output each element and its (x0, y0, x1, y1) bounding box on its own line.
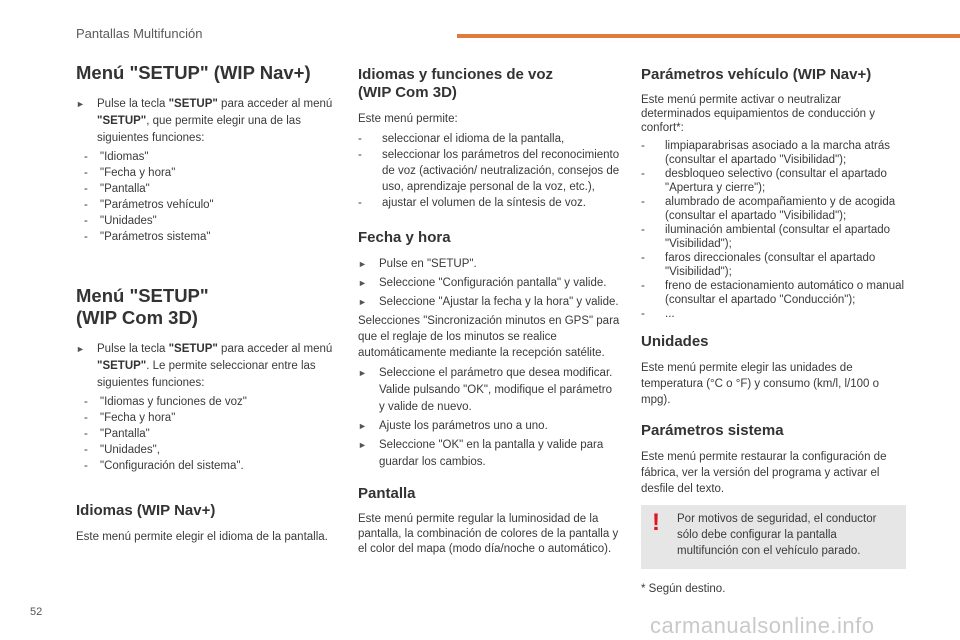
section-title: Unidades (641, 333, 709, 350)
bullet-arrow-icon: ► (358, 297, 367, 307)
section-text: Este menú permite elegir las unidades de temperatura (°C o °F) y consumo (km/l, l/100 o mpg). (641, 362, 879, 406)
bullet-arrow-icon: ► (76, 344, 85, 354)
section-title: Menú "SETUP" (WIP Nav+) (76, 62, 311, 83)
column-2 (358, 62, 620, 561)
list-item: - seleccionar el idioma de la pantalla, (358, 131, 620, 147)
section-setup-com3d (76, 285, 334, 474)
function-list (76, 149, 334, 245)
list-item: - "Fecha y hora" (76, 165, 334, 181)
step-bullet: ► Seleccione el parámetro que desea modificar. Valide pulsando "OK", modifique el parámetro y valide de nuevo. (358, 367, 613, 413)
step-bullet: ► Seleccione "OK" en la pantalla y valide para guardar los cambios. (358, 439, 604, 468)
bullet-arrow-icon: ► (358, 421, 367, 431)
section-title: Parámetros vehículo (WIP Nav+) (641, 66, 872, 83)
instruction-bullet: ► Pulse la tecla "SETUP" para acceder al menú "SETUP". Le permite seleccionar entre las siguientes funciones: (76, 343, 333, 389)
section-parametros-sistema (641, 422, 906, 497)
bullet-arrow-icon: ► (358, 278, 367, 288)
section-title: Fecha y hora (358, 229, 451, 246)
section-title: Menú "SETUP" (WIP Com 3D) (76, 285, 209, 328)
page-header-title: Pantallas Multifunción (76, 26, 203, 41)
equipment-list (641, 139, 906, 321)
list-item: - "Fecha y hora" (76, 410, 334, 426)
section-title: Pantalla (358, 485, 416, 502)
bullet-arrow-icon: ► (76, 99, 85, 109)
section-title: Idiomas (WIP Nav+) (76, 502, 216, 519)
header-rule (457, 34, 960, 38)
section-intro: Este menú permite: (358, 113, 458, 125)
bullet-arrow-icon: ► (358, 440, 367, 450)
section-text: Selecciones "Sincronización minutos en GPS" para que el reglaje de los minutos se realice automáticamente mediante la recepción satélite. (358, 315, 620, 359)
instruction-bullet: ► Pulse la tecla "SETUP" para acceder al menú "SETUP", que permite elegir una de las siguientes funciones: (76, 98, 333, 144)
section-intro: Este menú permite activar o neutralizar determinados equipamientos de conducción y confort*: (641, 94, 875, 134)
warning-text: Por motivos de seguridad, el conductor sólo debe configurar la pantalla multifunción con el vehículo parado. (677, 513, 877, 557)
bullet-arrow-icon: ► (358, 368, 367, 378)
safety-warning-box (641, 505, 906, 569)
list-item: - "Parámetros vehículo" (76, 197, 334, 213)
list-item: - "Parámetros sistema" (76, 229, 334, 245)
list-item: - freno de estacionamiento automático o manual (consultar el apartado "Conducción"); (641, 279, 906, 307)
list-item: - "Configuración del sistema". (76, 458, 334, 474)
function-list (76, 394, 334, 474)
section-title: Idiomas y funciones de voz (WIP Com 3D) (358, 66, 554, 101)
section-unidades (641, 333, 906, 408)
warning-exclamation-icon: ! (652, 509, 660, 536)
section-title: Parámetros sistema (641, 422, 784, 439)
footnote: * Según destino. (641, 583, 726, 595)
section-parametros-vehiculo (641, 66, 906, 321)
list-item: - ajustar el volumen de la síntesis de voz. (358, 195, 620, 211)
step-bullet: ► Seleccione "Ajustar la fecha y la hora" y valide. (358, 294, 620, 311)
step-bullet: ► Ajuste los parámetros uno a uno. (358, 418, 620, 435)
list-item: - faros direccionales (consultar el apartado "Visibilidad"); (641, 251, 906, 279)
list-item: - "Unidades", (76, 442, 334, 458)
list-item: - ... (641, 307, 906, 321)
column-1 (76, 62, 334, 549)
option-list (358, 131, 620, 211)
list-item: - "Idiomas" (76, 149, 334, 165)
section-setup-nav (76, 62, 334, 245)
list-item: - iluminación ambiental (consultar el apartado "Visibilidad"); (641, 223, 906, 251)
list-item: - "Pantalla" (76, 426, 334, 442)
step-bullet: ► Pulse en "SETUP". (358, 256, 620, 273)
list-item: - alumbrado de acompañamiento y de acogida (consultar el apartado "Visibilidad"); (641, 195, 906, 223)
list-item: - "Idiomas y funciones de voz" (76, 394, 334, 410)
page-number: 52 (30, 606, 43, 618)
section-idiomas-voz (358, 66, 620, 211)
bullet-arrow-icon: ► (358, 259, 367, 269)
list-item: - limpiaparabrisas asociado a la marcha atrás (consultar el apartado "Visibilidad"); (641, 139, 906, 167)
watermark: carmanualsonline.info (650, 613, 875, 638)
section-idiomas-nav (76, 502, 334, 545)
column-3 (641, 62, 906, 601)
section-fecha-hora (358, 229, 620, 471)
section-text: Este menú permite regular la luminosidad de la pantalla, la combinación de colores de la pantalla y el color del mapa (modo día/noche o automático). (358, 513, 619, 555)
list-item: - "Pantalla" (76, 181, 334, 197)
section-pantalla (358, 485, 620, 557)
list-item: - desbloqueo selectivo (consultar el apartado "Apertura y cierre"); (641, 167, 906, 195)
step-bullet: ► Seleccione "Configuración pantalla" y valide. (358, 275, 620, 292)
list-item: - seleccionar los parámetros del reconocimiento de voz (activación/ neutralización, consejos de uso, aprendizaje personal de la voz, etc.), (358, 147, 620, 195)
section-text: Este menú permite elegir el idioma de la pantalla. (76, 531, 328, 543)
section-text: Este menú permite restaurar la configuración de fábrica, ver la versión del programa y activar el desfile del texto. (641, 451, 887, 495)
list-item: - "Unidades" (76, 213, 334, 229)
